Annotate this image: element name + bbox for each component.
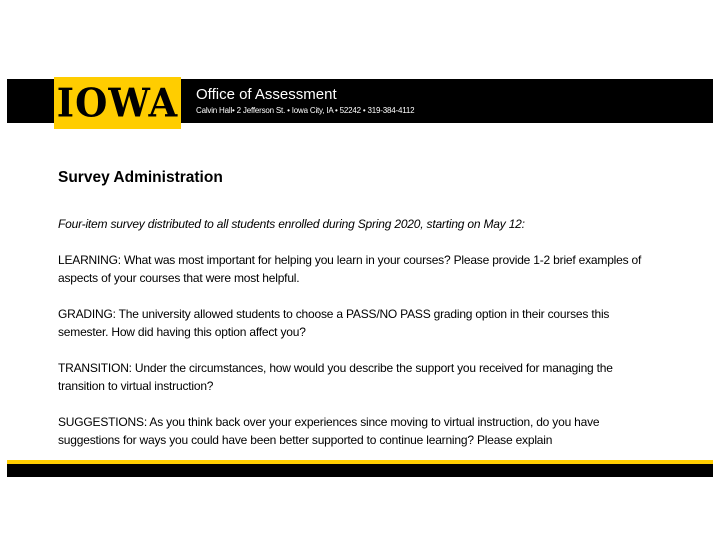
- office-address: Calvin Hall• 2 Jefferson St. • Iowa City, IA • 52242 • 319-384-4112: [196, 106, 415, 115]
- question-suggestions: SUGGESTIONS: As you think back over your experiences since moving to virtual instruction, do you have suggestions for ways you could have been better supported to continue learning? Please explain: [58, 415, 600, 447]
- page-title: Survey Administration: [58, 169, 223, 186]
- survey-intro: Four-item survey distributed to all students enrolled during Spring 2020, starting on May 12:: [58, 217, 525, 231]
- question-grading: GRADING: The university allowed students to choose a PASS/NO PASS grading option in their courses this semester. How did having this option affect you?: [58, 307, 610, 339]
- question-transition: TRANSITION: Under the circumstances, how would you describe the support you received for managing the transition to virtual instruction?: [58, 361, 613, 393]
- question-learning: LEARNING: What was most important for helping you learn in your courses? Please provide 1-2 brief examples of aspects of your courses that were most helpful.: [58, 253, 642, 285]
- survey-content: [58, 215, 658, 467]
- logo-text: IOWA: [56, 79, 179, 126]
- footer-black-bar: [7, 464, 713, 477]
- office-title: Office of Assessment: [196, 86, 337, 103]
- iowa-logo: [54, 77, 181, 129]
